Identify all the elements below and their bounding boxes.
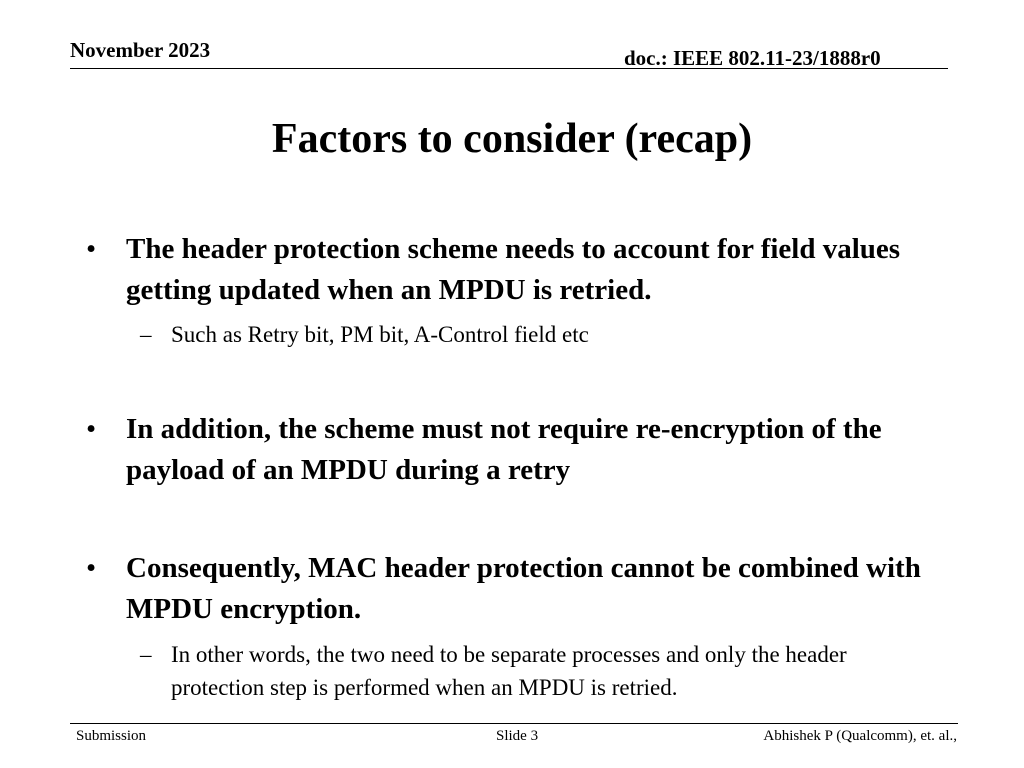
header-date: November 2023 <box>70 38 211 62</box>
header-doc-id: doc.: IEEE 802.11-23/1888r0 <box>624 46 881 70</box>
footer-slide-number: Slide 3 <box>496 728 539 744</box>
bullet-text: In addition, the scheme must not require re-encryption of the payload of an MPDU during a retry <box>126 413 882 486</box>
bullet-item <box>86 409 966 491</box>
bullet-item <box>86 548 966 630</box>
sub-bullet-marker: – <box>140 642 152 667</box>
sub-bullet-item <box>140 318 940 351</box>
sub-bullet-item <box>140 638 940 704</box>
bullet-item <box>86 229 966 311</box>
bullet-marker: • <box>86 552 97 584</box>
bullet-text: The header protection scheme needs to account for field values getting updated when an MPDU is retried. <box>126 233 901 306</box>
footer-submission: Submission <box>76 728 147 744</box>
footer-divider <box>70 723 958 724</box>
sub-bullet-text: In other words, the two need to be separate processes and only the header protection step is performed when an MPDU is retried. <box>171 642 847 700</box>
bullet-marker: • <box>86 413 97 445</box>
footer-author: Abhishek P (Qualcomm), et. al., <box>763 728 957 744</box>
sub-bullet-marker: – <box>140 322 152 347</box>
sub-bullet-text: Such as Retry bit, PM bit, A-Control field etc <box>171 322 589 347</box>
slide-title: Factors to consider (recap) <box>271 116 753 162</box>
bullet-text: Consequently, MAC header protection cannot be combined with MPDU encryption. <box>126 552 921 625</box>
header-divider <box>70 68 948 69</box>
bullet-marker: • <box>86 233 97 265</box>
